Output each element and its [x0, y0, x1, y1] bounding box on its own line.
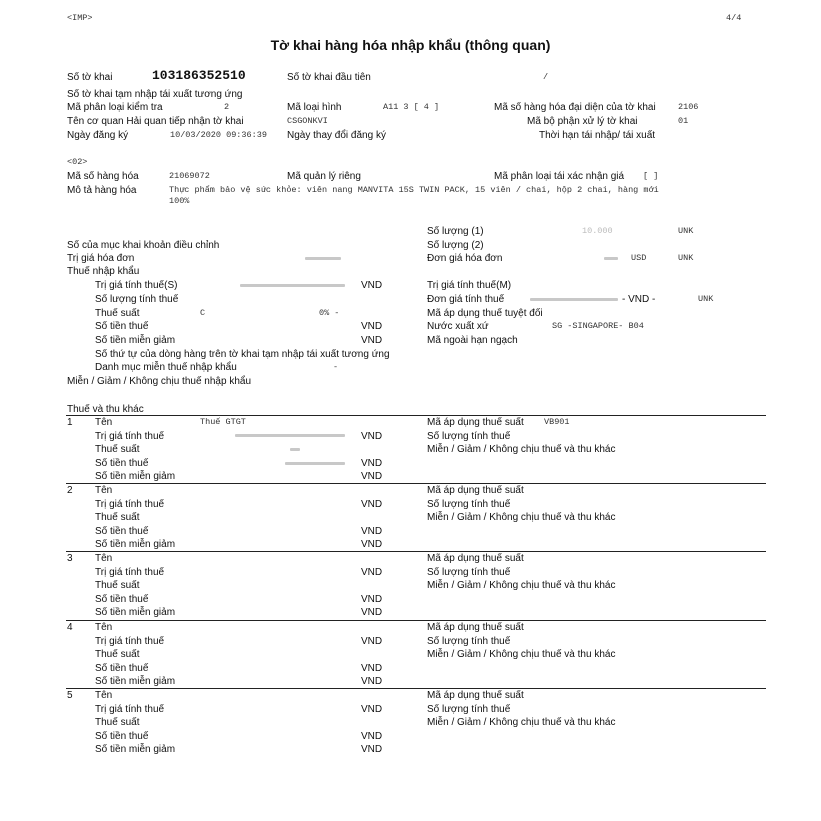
so-luong-2-label: Số lượng (2)	[427, 240, 484, 251]
tax-vnd-label: VND	[361, 457, 383, 469]
tax-so-luong-label: Số lượng tính thuế	[427, 430, 511, 442]
tax-tri-gia-label: Trị giá tính thuế	[95, 566, 165, 578]
ma-phan-loai-kiem-tra-label: Mã phân loại kiểm tra	[67, 102, 163, 113]
don-gia-tinh-thue-vnd: - VND -	[622, 294, 656, 305]
so-luong-1-unit: UNK	[678, 226, 694, 236]
ma-so-hang-hoa-label: Mã số hàng hóa	[67, 171, 139, 182]
ma-quan-ly-rieng-label: Mã quản lý riêng	[287, 171, 361, 182]
so-to-khai-value: 103186352510	[152, 68, 246, 83]
tax-so-tien-thue-label: Số tiền thuế	[95, 457, 149, 469]
tax-ten-label: Tên	[95, 485, 113, 496]
tax-mien-giam-label: Miễn / Giảm / Không chịu thuế và thu khác	[427, 717, 616, 729]
tax-vnd-label: VND	[361, 539, 383, 551]
tax-vnd-label: VND	[361, 498, 383, 510]
so-tien-mien-giam-label: Số tiền miễn giảm	[95, 335, 176, 346]
tax-thue-suat-label: Thuế suất	[95, 444, 140, 456]
tax-row-number: 4	[67, 622, 73, 633]
ma-phan-loai-kiem-tra-value: 2	[224, 102, 230, 112]
tax-thue-suat-label: Thuế suất	[95, 717, 140, 729]
tax-so-tien-thue-label: Số tiền thuế	[95, 525, 149, 537]
tax-mien-giam-label: Miễn / Giảm / Không chịu thuế và thu khác	[427, 580, 616, 592]
tax-vnd-label: VND	[361, 593, 383, 605]
tax-ma-ap-dung-label: Mã áp dụng thuế suất	[427, 417, 524, 428]
tam-nhap-label: Số tờ khai tạm nhập tái xuất tương ứng	[67, 89, 243, 100]
don-gia-unit: UNK	[678, 253, 694, 263]
tri-gia-tinh-thue-s-label: Trị giá tính thuế(S)	[95, 280, 178, 291]
vnd-label: VND	[361, 280, 383, 291]
ma-so-hang-hoa-value: 21069072	[169, 171, 210, 181]
tax-so-tien-mien-giam-label: Số tiền miễn giảm	[95, 744, 176, 756]
nuoc-xuat-xu-label: Nước xuất xứ	[427, 321, 489, 332]
tax-vnd-label: VND	[361, 525, 383, 537]
tax-vnd-label: VND	[361, 566, 383, 578]
ma-loai-hinh-label: Mã loại hình	[287, 102, 342, 113]
tax-row-number: 2	[67, 485, 73, 496]
tax-so-tien-thue-label: Số tiền thuế	[95, 593, 149, 605]
tax-so-luong-label: Số lượng tính thuế	[427, 498, 511, 510]
ma-phan-loai-tai-xac-nhan-value: [ ]	[643, 171, 659, 181]
divider	[66, 688, 766, 689]
ma-ngoai-han-ngach-label: Mã ngoài hạn ngạch	[427, 335, 518, 346]
tax-thue-suat-label: Thuế suất	[95, 580, 140, 592]
tax-ma-ap-dung-label: Mã áp dụng thuế suất	[427, 622, 524, 633]
tax-row-number: 5	[67, 690, 73, 701]
thue-suat-value: 0% -	[319, 308, 340, 318]
so-cua-muc-label: Số của mục khai khoản điều chỉnh	[67, 240, 220, 251]
divider	[66, 483, 766, 484]
tax-tri-gia-label: Trị giá tính thuế	[95, 430, 165, 442]
redacted-mark	[235, 430, 345, 443]
divider	[66, 415, 766, 416]
ngay-dang-ky-label: Ngày đăng ký	[67, 130, 129, 141]
tax-vnd-label: VND	[361, 635, 383, 647]
tax-mien-giam-label: Miễn / Giảm / Không chịu thuế và thu khác	[427, 649, 616, 661]
tax-vnd-label: VND	[361, 703, 383, 715]
tax-ten-label: Tên	[95, 690, 113, 701]
item-code: <02>	[67, 157, 88, 167]
tax-so-tien-mien-giam-label: Số tiền miễn giảm	[95, 676, 176, 688]
tax-so-luong-label: Số lượng tính thuế	[427, 703, 511, 715]
redacted-mark	[285, 457, 345, 470]
tax-mien-giam-label: Miễn / Giảm / Không chịu thuế và thu khác	[427, 444, 616, 456]
vnd-label: VND	[361, 321, 383, 332]
redacted-mark	[305, 252, 341, 265]
so-to-khai-dau-tien-slash: /	[543, 72, 549, 82]
tax-vnd-label: VND	[361, 676, 383, 688]
tax-vnd-label: VND	[361, 471, 383, 483]
tri-gia-hoa-don-label: Trị giá hóa đơn	[67, 253, 135, 264]
co-quan-hq-value: CSGONKVI	[287, 116, 328, 126]
tax-row-number: 1	[67, 417, 73, 428]
divider	[66, 620, 766, 621]
thue-nk-label: Thuế nhập khẩu	[67, 266, 140, 277]
don-gia-tinh-thue-unit: UNK	[698, 294, 714, 304]
ma-so-hang-hoa-dai-dien-value: 2106	[678, 102, 699, 112]
redacted-mark	[240, 279, 345, 292]
so-to-khai-label: Số tờ khai	[67, 72, 113, 83]
taxes-section-label: Thuế và thu khác	[67, 404, 144, 415]
ma-bo-phan-value: 01	[678, 116, 689, 126]
tax-ten-label: Tên	[95, 553, 113, 564]
tax-so-tien-mien-giam-label: Số tiền miễn giảm	[95, 471, 176, 483]
don-gia-tinh-thue-label: Đơn giá tính thuế	[427, 294, 505, 305]
tax-so-luong-label: Số lượng tính thuế	[427, 566, 511, 578]
so-to-khai-dau-tien-label: Số tờ khai đầu tiên	[287, 72, 371, 83]
redacted-mark	[290, 443, 300, 456]
tax-mien-giam-label: Miễn / Giảm / Không chịu thuế và thu khác	[427, 512, 616, 524]
ma-bo-phan-label: Mã bộ phận xử lý tờ khai	[527, 116, 638, 127]
redacted-mark	[604, 252, 618, 265]
so-luong-1-label: Số lượng (1)	[427, 226, 484, 237]
ma-ap-dung-tuyet-doi-label: Mã áp dụng thuế tuyệt đối	[427, 308, 543, 319]
tax-vnd-label: VND	[361, 607, 383, 619]
mo-ta-line2: 100%	[169, 196, 190, 206]
danh-muc-mien-thue-value: -	[333, 362, 339, 372]
so-luong-tinh-thue-label: Số lượng tính thuế	[95, 294, 179, 305]
stt-dong-hang-label: Số thứ tự của dòng hàng trên tờ khai tạm nhập tái xuất tương ứng	[95, 349, 390, 360]
tax-so-luong-label: Số lượng tính thuế	[427, 635, 511, 647]
vnd-label: VND	[361, 335, 383, 346]
tax-so-tien-mien-giam-label: Số tiền miễn giảm	[95, 607, 176, 619]
tax-ma-ap-dung-value: VB901	[544, 417, 570, 427]
mien-giam-nk-label: Miễn / Giảm / Không chịu thuế nhập khẩu	[67, 376, 252, 387]
thue-suat-label: Thuế suất	[95, 308, 140, 319]
tax-so-tien-thue-label: Số tiền thuế	[95, 662, 149, 674]
tax-thue-suat-label: Thuế suất	[95, 649, 140, 661]
tax-thue-suat-label: Thuế suất	[95, 512, 140, 524]
tax-ma-ap-dung-label: Mã áp dụng thuế suất	[427, 485, 524, 496]
nuoc-xuat-xu-value: SG -SINGAPORE- B04	[552, 321, 644, 331]
divider	[66, 551, 766, 552]
tax-so-tien-thue-label: Số tiền thuế	[95, 730, 149, 742]
page-number: 4/4	[726, 13, 742, 23]
redacted-mark	[530, 293, 618, 306]
don-gia-currency: USD	[631, 253, 647, 263]
tax-vnd-label: VND	[361, 744, 383, 756]
tax-row-number: 3	[67, 553, 73, 564]
ngay-thay-doi-label: Ngày thay đổi đăng ký	[287, 130, 386, 141]
tax-tri-gia-label: Trị giá tính thuế	[95, 635, 165, 647]
tax-ma-ap-dung-label: Mã áp dụng thuế suất	[427, 553, 524, 564]
co-quan-hq-label: Tên cơ quan Hải quan tiếp nhận tờ khai	[67, 116, 244, 127]
page-title: Tờ khai hàng hóa nhập khẩu (thông quan)	[270, 37, 551, 53]
mo-ta-line1: Thực phẩm bảo vệ sức khỏe: viên nang MANVITA 15S TWIN PACK, 15 viên / chai, hộp 2 chai, hàng mới	[169, 185, 659, 195]
so-luong-1-value: 10.000	[582, 226, 613, 236]
don-gia-hoa-don-label: Đơn giá hóa đơn	[427, 253, 503, 264]
tax-ten-label: Tên	[95, 417, 113, 428]
tri-gia-tinh-thue-m-label: Trị giá tính thuế(M)	[427, 280, 512, 291]
so-tien-thue-label: Số tiền thuế	[95, 321, 149, 332]
ngay-dang-ky-value: 10/03/2020 09:36:39	[170, 130, 267, 140]
thue-suat-code: C	[200, 308, 206, 318]
ma-loai-hinh-value: A11 3 [ 4 ]	[383, 102, 440, 112]
ma-so-hang-hoa-dai-dien-label: Mã số hàng hóa đại diện của tờ khai	[494, 102, 656, 113]
tax-vnd-label: VND	[361, 662, 383, 674]
tax-tri-gia-label: Trị giá tính thuế	[95, 498, 165, 510]
mo-ta-label: Mô tả hàng hóa	[67, 185, 137, 196]
tax-vnd-label: VND	[361, 730, 383, 742]
tax-ma-ap-dung-label: Mã áp dụng thuế suất	[427, 690, 524, 701]
tax-so-tien-mien-giam-label: Số tiền miễn giảm	[95, 539, 176, 551]
ma-phan-loai-tai-xac-nhan-label: Mã phân loại tái xác nhận giá	[494, 171, 625, 182]
imp-tag: <IMP>	[67, 13, 93, 23]
tax-tri-gia-label: Trị giá tính thuế	[95, 703, 165, 715]
tax-vnd-label: VND	[361, 430, 383, 442]
danh-muc-mien-thue-label: Danh mục miễn thuế nhập khẩu	[95, 362, 237, 373]
thoi-han-label: Thời hạn tái nhập/ tái xuất	[539, 130, 656, 141]
tax-ten-value: Thuế GTGT	[200, 417, 246, 427]
tax-ten-label: Tên	[95, 622, 113, 633]
